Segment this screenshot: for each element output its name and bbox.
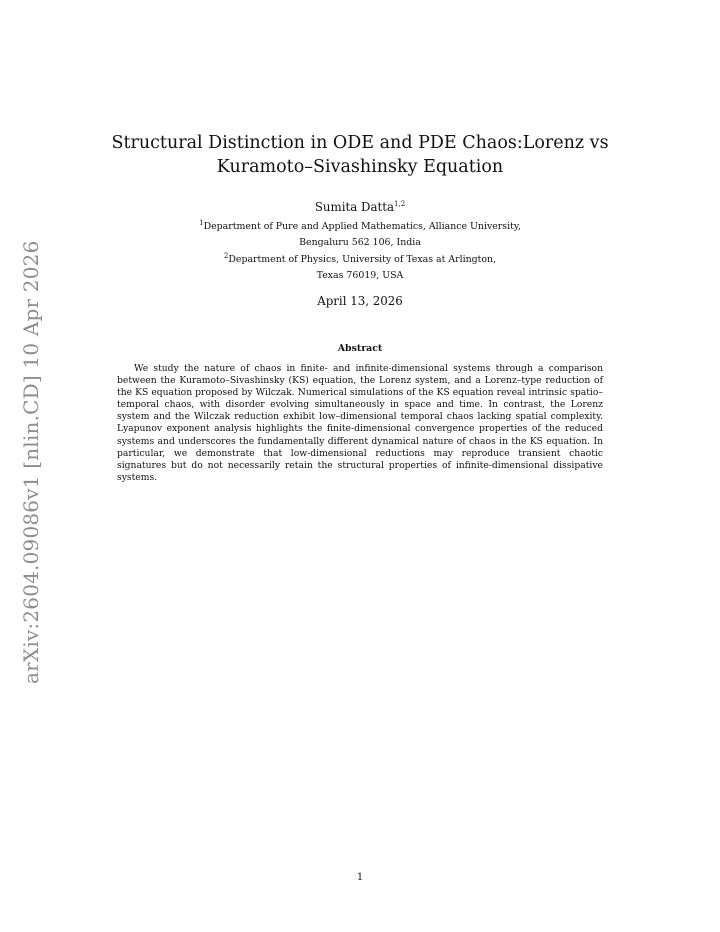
title-line-2: Kuramoto–Sivashinsky Equation (216, 157, 504, 177)
publication-date: April 13, 2026 (317, 294, 403, 308)
affiliation-1 (120, 215, 600, 251)
title-line-1: Structural Distinction in ODE and PDE Chaos:Lorenz vs (111, 133, 609, 153)
page-number: 1 (356, 872, 364, 883)
paper-title (100, 131, 620, 179)
arxiv-identifier: arXiv:2604.09086v1 [nlin.CD] 10 Apr 2026 (19, 240, 43, 685)
abstract-heading: Abstract (337, 343, 383, 354)
affiliation-2-line-1-text: Department of Physics, University of Texas at Arlington, (228, 254, 497, 266)
affiliation-2-line-2: Texas 76019, USA (316, 270, 404, 282)
author-name-text: Sumita Datta (314, 200, 395, 214)
author-name (120, 200, 600, 214)
affiliation-2 (120, 248, 600, 284)
author-affiliation-marks: 1,2 (394, 200, 406, 209)
affiliation-1-line-1-text: Department of Pure and Applied Mathematics, Alliance University, (203, 221, 521, 233)
affiliation-1-line-2: Bengaluru 562 106, India (299, 237, 421, 249)
affiliation-2-mark: 2 (223, 252, 229, 260)
affiliation-1-mark: 1 (199, 219, 204, 227)
affiliation-2-line-1 (120, 248, 600, 268)
abstract-text: We study the nature of chaos in finite- and infinite-dimensional systems through a comparison between the Kuramoto–Sivashinsky (KS) equation, the Lorenz system, and a Lorenz–type reduction of the KS equation proposed by Wilczak. Numerical simulations of the KS equation reveal intrinsic spatio–temporal chaos, with disorder evolving simultaneously in space and time. In contrast, the Lorenz system and the Wilczak reduction exhibit low–dimensional temporal chaos lacking spatial complexity. Lyapunov exponent analysis highlights the finite-dimensional convergence properties of the reduced systems and underscores the fundamentally different dynamical nature of chaos in the KS equation. In particular, we demonstrate that low-dimensional reductions may reproduce transient chaotic signatures but do not necessarily retain the structural properties of infinite-dimensional dissipative systems. (117, 363, 603, 483)
affiliation-1-line-1 (120, 215, 600, 235)
